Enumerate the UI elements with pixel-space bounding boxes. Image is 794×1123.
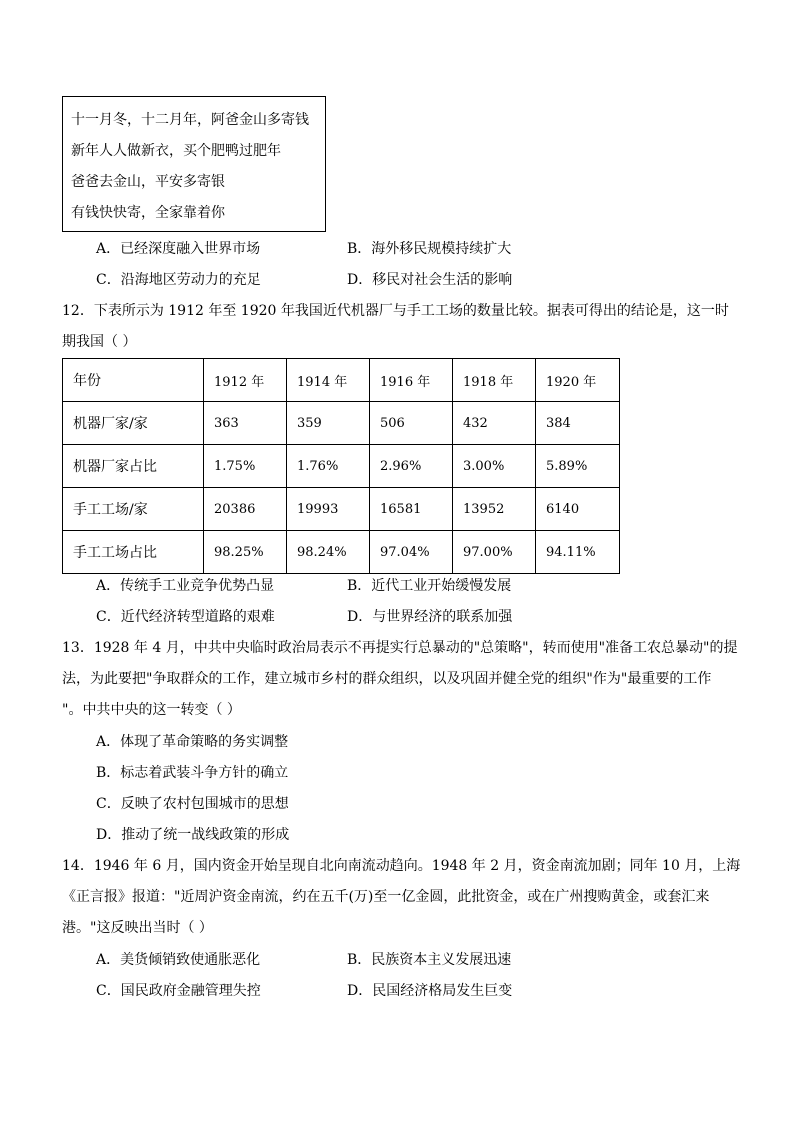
table-cell: 97.00%: [453, 531, 536, 574]
table-cell: 384: [536, 402, 620, 445]
table-header-cell: 1912 年: [204, 359, 287, 402]
table-header-cell: 1916 年: [370, 359, 453, 402]
table-cell: 506: [370, 402, 453, 445]
table-cell: 16581: [370, 488, 453, 531]
table-cell: 1.75%: [204, 445, 287, 488]
table-cell: 2.96%: [370, 445, 453, 488]
table-header-cell: 1918 年: [453, 359, 536, 402]
q12-option-b: B．近代工业开始缓慢发展: [347, 578, 512, 594]
table-cell: 手工工场占比: [63, 531, 204, 574]
table-cell: 1.76%: [287, 445, 370, 488]
q11-option-b: B．海外移民规模持续扩大: [347, 241, 512, 257]
q11-option-d: D．移民对社会生活的影响: [347, 272, 513, 288]
q14-option-b: B．民族资本主义发展迅速: [347, 952, 512, 968]
table-row: [63, 531, 620, 574]
q11-option-a: A．已经深度融入世界市场: [96, 241, 261, 257]
poem-line: 十一月冬，十二月年，阿爸金山多寄钱: [71, 112, 309, 128]
table-cell: 94.11%: [536, 531, 620, 574]
q14-stem-line-2: 《正言报》报道："近周沪资金南流，约在五千(万)至一亿金圆，此批资金，或在广州搜购黄金，或套汇来: [62, 889, 710, 905]
poem-line: 新年人人做新衣，买个肥鸭过肥年: [71, 143, 281, 159]
table-cell: 6140: [536, 488, 620, 531]
table-cell: 机器厂家/家: [63, 402, 204, 445]
q12-option-a: A．传统手工业竞争优势凸显: [96, 578, 275, 594]
table-header-cell: 1920 年: [536, 359, 620, 402]
table-header-row: [63, 359, 620, 402]
table-cell: 3.00%: [453, 445, 536, 488]
q13-option-d: D．推动了统一战线政策的形成: [96, 827, 290, 843]
table-cell: 98.24%: [287, 531, 370, 574]
poem-line: 有钱快快寄，全家靠着你: [71, 205, 225, 221]
q14-option-d: D．民国经济格局发生巨变: [347, 983, 513, 999]
q14-option-a: A．美货倾销致使通胀恶化: [96, 952, 261, 968]
q14-stem-line-3: 港。"这反映出当时（ ）: [62, 920, 213, 936]
table-row: [63, 402, 620, 445]
q12-stem-line-1: 12．下表所示为 1912 年至 1920 年我国近代机器厂与手工工场的数量比较。据表可得出的结论是，这一时: [62, 303, 729, 319]
q13-option-c: C．反映了农村包围城市的思想: [96, 796, 289, 812]
q13-option-a: A．体现了革命策略的务实调整: [96, 734, 289, 750]
q12-option-c: C．近代经济转型道路的艰难: [96, 609, 275, 625]
table-header-cell: 年份: [63, 359, 204, 402]
table-cell: 20386: [204, 488, 287, 531]
q13-stem-line-3: "。中共中央的这一转变（ ）: [62, 702, 241, 718]
table-header-cell: 1914 年: [287, 359, 370, 402]
q14-option-c: C．国民政府金融管理失控: [96, 983, 261, 999]
q13-stem-line-2: 法，为此要把"争取群众的工作，建立城市乡村的群众组织，以及巩固并健全党的组织"作为"最重要的工作: [62, 671, 712, 687]
table-cell: 手工工场/家: [63, 488, 204, 531]
poem-box: [62, 96, 326, 232]
table-row: [63, 488, 620, 531]
q12-stem-line-2: 期我国（ ）: [62, 334, 137, 350]
table-cell: 13952: [453, 488, 536, 531]
q12-option-d: D．与世界经济的联系加强: [347, 609, 513, 625]
q13-stem-line-1: 13．1928 年 4 月，中共中央临时政治局表示不再提实行总暴动的"总策略"，转而使用"准备工农总暴动"的提: [62, 640, 738, 656]
q13-option-b: B．标志着武装斗争方针的确立: [96, 765, 289, 781]
q11-option-c: C．沿海地区劳动力的充足: [96, 272, 261, 288]
table-cell: 19993: [287, 488, 370, 531]
q14-stem-line-1: 14．1946 年 6 月，国内资金开始呈现自北向南流动趋向。1948 年 2 月，资金南流加剧；同年 10 月，上海: [62, 858, 741, 874]
table-cell: 机器厂家占比: [63, 445, 204, 488]
table-cell: 98.25%: [204, 531, 287, 574]
table-cell: 432: [453, 402, 536, 445]
table-cell: 5.89%: [536, 445, 620, 488]
table-cell: 363: [204, 402, 287, 445]
poem-line: 爸爸去金山，平安多寄银: [71, 174, 225, 190]
table-row: [63, 445, 620, 488]
table-cell: 359: [287, 402, 370, 445]
table-cell: 97.04%: [370, 531, 453, 574]
factory-comparison-table: [62, 358, 620, 574]
